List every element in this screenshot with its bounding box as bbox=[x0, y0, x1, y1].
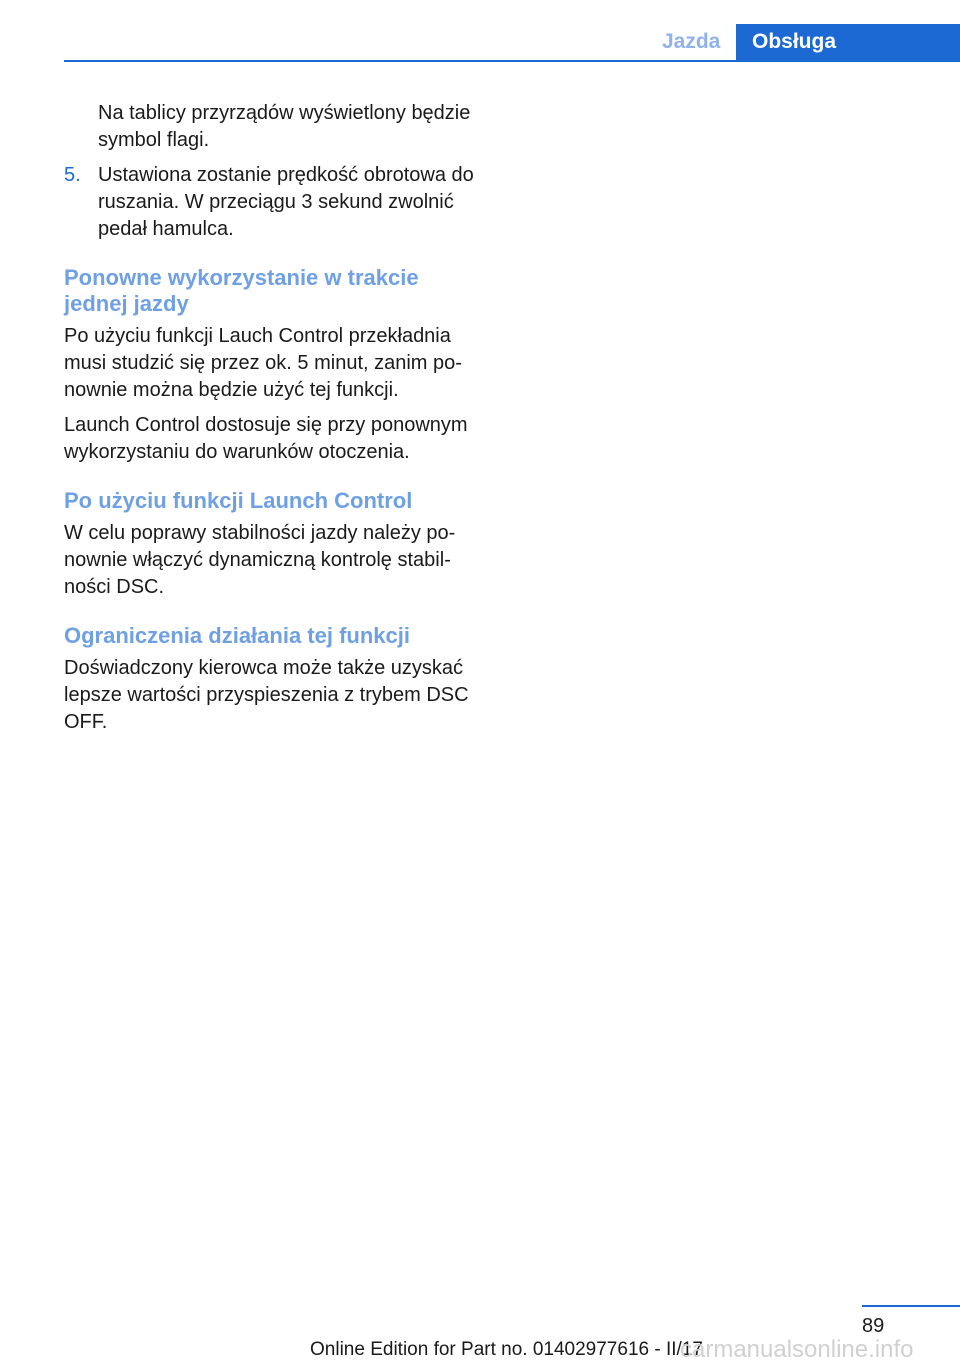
section-heading-after-use: Po użyciu funkcji Launch Control bbox=[64, 488, 413, 513]
section-heading-reuse: Ponowne wykorzystanie w trakcie jednej jazdy bbox=[64, 265, 419, 316]
list-item-step5 bbox=[64, 162, 482, 243]
paragraph: Launch Control dostosuje się przy ponownym wykorzystaniu do warunków otoczenia. bbox=[64, 414, 468, 463]
page-number: 89 bbox=[862, 1315, 885, 1337]
paragraph: Doświadczony kierowca może także uzyskać lepsze wartości przyspieszenia z trybem DSC OFF. bbox=[64, 657, 469, 733]
section-heading-limits: Ograniczenia działania tej funkcji bbox=[64, 623, 410, 648]
paragraph: W celu poprawy stabilności jazdy należy ponownie włączyć dynamiczną kontrolę stabilności DSC. bbox=[64, 522, 456, 598]
watermark: carmanualsonline.info bbox=[680, 1336, 914, 1363]
step4-continuation: Na tablicy przyrządów wyświetlony będzie symbol flagi. bbox=[98, 102, 471, 151]
breadcrumb-chapter[interactable]: Obsługa bbox=[736, 24, 960, 62]
page-content bbox=[64, 100, 482, 744]
list-number: 5. bbox=[64, 164, 81, 186]
header-divider bbox=[64, 60, 960, 62]
breadcrumb-section[interactable]: Jazda bbox=[662, 30, 721, 53]
list-text: Ustawiona zostanie prędkość obrotowa do ruszania. W przeciągu 3 sekund zwolnić pedał hamulca. bbox=[98, 164, 474, 240]
edition-info: Online Edition for Part no. 01402977616 - II/17 bbox=[310, 1339, 703, 1360]
paragraph: Po użyciu funkcji Lauch Control przekładnia musi studzić się przez ok. 5 minut, zanim ponownie można będzie użyć tej funkcji. bbox=[64, 325, 462, 401]
page-header bbox=[0, 24, 960, 62]
footer-divider bbox=[862, 1305, 960, 1307]
